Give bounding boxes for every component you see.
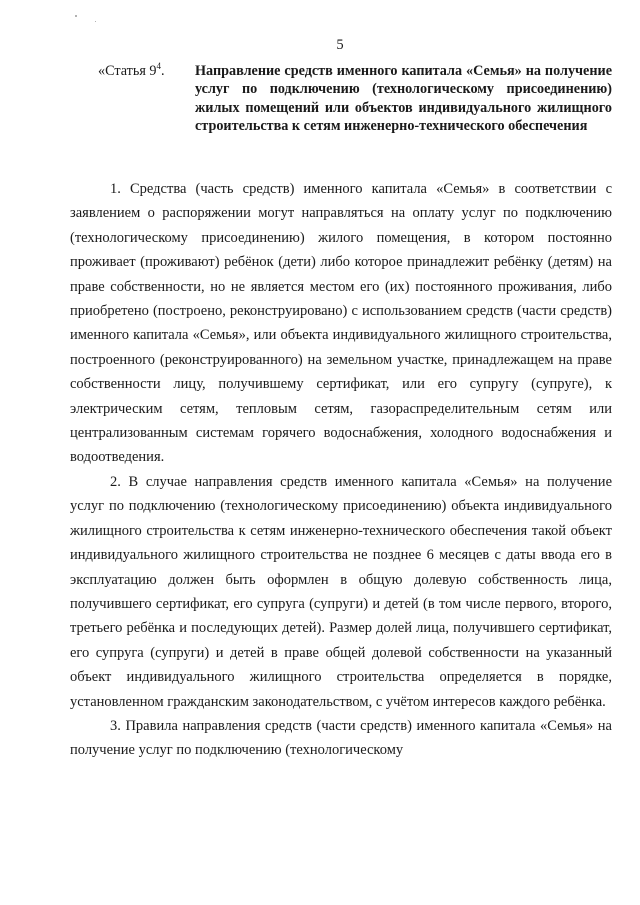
article-title: Направление средств именного капитала «Семья» на получение услуг по подключению (технологическому присоединению) жилых помещений или объектов индивидуального жилищного строительства к сетям инженерно-технического обеспечения [195,63,612,134]
article-label-suffix: . [161,63,165,79]
paragraph-1: 1. Средства (часть средств) именного капитала «Семья» в соответствии с заявлением о распоряжении могут направляться на оплату услуг по подключению (технологическому присоединению) жилого помещения, в котором постоянно проживает (проживают) ребёнок (дети) либо которое принадлежит ребёнку (детям) на праве собственности, но не является местом его (их) постоянного проживания, либо приобретено (построено, реконструировано) с использованием средств (части средств) именного капитала «Семья», или объекта индивидуального жилищного строительства, построенного (реконструированного) на земельном участке, принадлежащем на праве собственности лицу, получившему сертификат, или его супругу (супруге), к электрическим сетям, тепловым сетям, газораспределительным сетям или централизованным системам горячего водоснабжения, холодного водоснабжения и водоотведения. [70,181,612,466]
scan-speck [75,15,77,17]
page-number: 5 [336,37,344,53]
paragraph-2: 2. В случае направления средств именного капитала «Семья» на получение услуг по подключению (технологическому присоединению) объекта индивидуального жилищного строительства к сетям инженерно-технического обеспечения такой объект индивидуального жилищного строительства не позднее 6 месяцев с даты ввода его в эксплуатацию должен быть оформлен в общую долевую собственность лица, получившего сертификат, его супруга (супруги) и детей (в том числе первого, второго, третьего ребёнка и последующих детей). Размер долей лица, получившего сертификат, его супруга (супруги) и детей в праве общей долевой собственности на указанный объект индивидуального жилищного строительства определяется в порядке, установленном гражданским законодательством, с учётом интересов каждого ребёнка. [70,473,612,710]
article-label-superscript: 4 [156,61,162,71]
article-label [98,62,165,80]
scan-speck [95,21,96,22]
paragraph-3: 3. Правила направления средств (части средств) именного капитала «Семья» на получение услуг по подключению (технологическому [70,717,612,759]
article-label-text: «Статья 9 [98,63,157,79]
article-body [70,177,612,763]
